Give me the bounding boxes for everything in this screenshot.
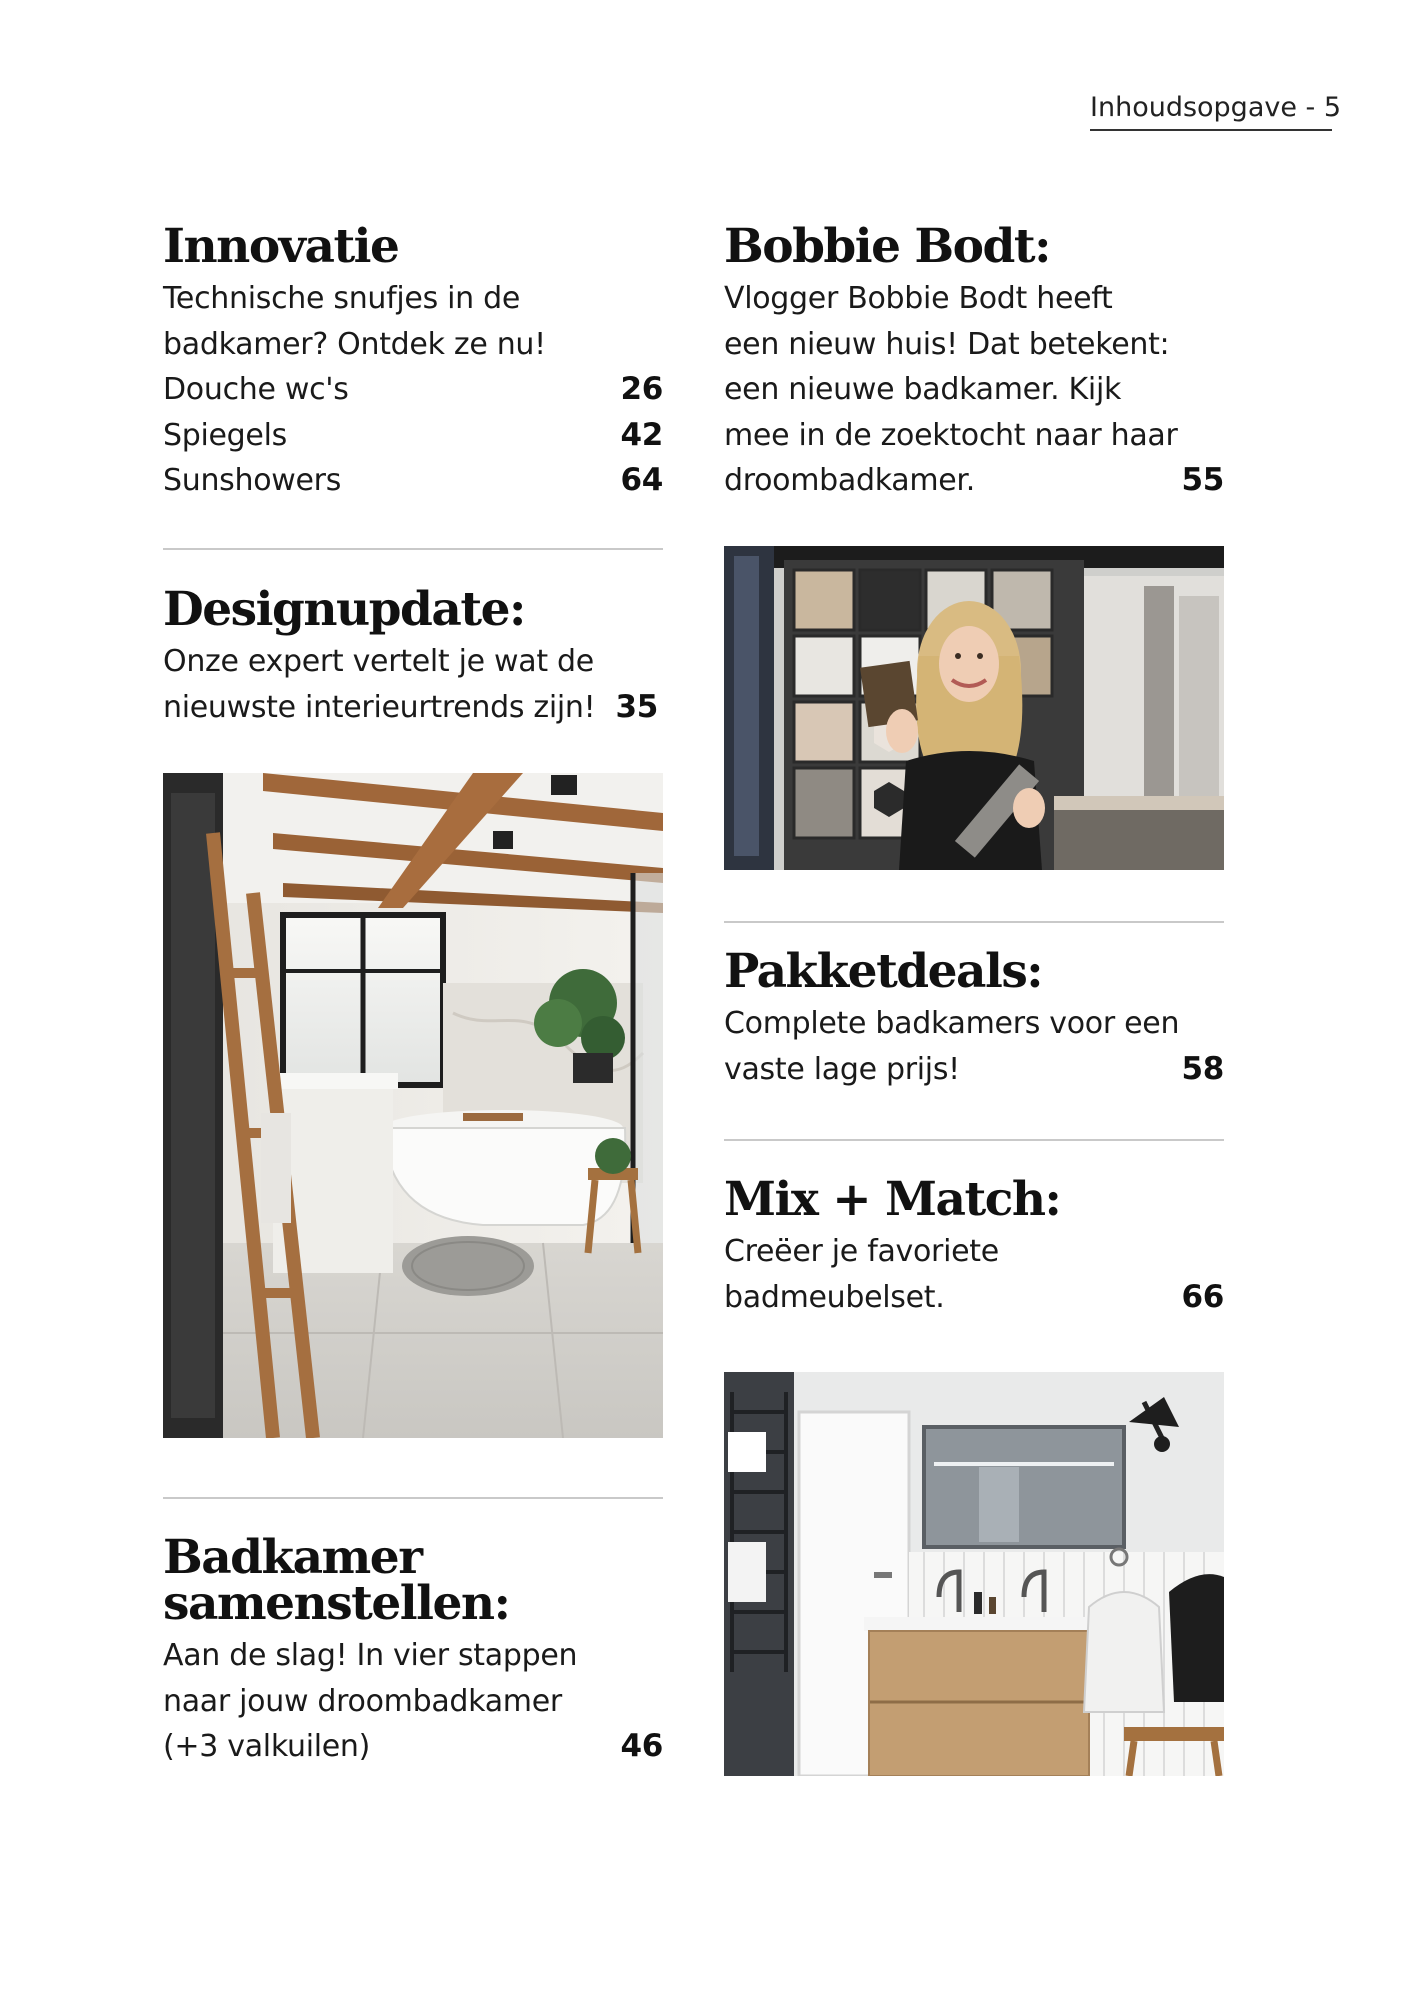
page-number: 42 — [620, 416, 663, 453]
divider — [163, 548, 663, 550]
page-number: 55 — [1181, 462, 1224, 498]
body-line — [163, 685, 663, 731]
section-title: samenstellen: — [163, 1576, 510, 1631]
section-bobbie-bodt[interactable] — [724, 219, 1224, 504]
body-line — [724, 458, 1224, 504]
body-line — [724, 1047, 1224, 1093]
page-number: 35 — [615, 688, 658, 725]
page-number: 66 — [1181, 1278, 1224, 1315]
page-number: 26 — [620, 371, 663, 407]
body-text: (+3 valkuilen) — [163, 1729, 371, 1764]
toc-entry[interactable] — [163, 458, 663, 504]
bathroom-interior-photo — [163, 773, 663, 1438]
page-number: 46 — [620, 1728, 663, 1764]
body-line: Onze expert vertelt je wat de — [163, 644, 594, 679]
section-title: Mix + Match: — [724, 1172, 1061, 1227]
toc-entry-label: Douche wc's — [163, 372, 349, 407]
body-text: nieuwste interieurtrends zijn! — [163, 689, 596, 725]
divider — [724, 921, 1224, 923]
page-header: Inhoudsopgave - 5 — [1090, 92, 1332, 131]
divider — [163, 1497, 663, 1499]
intro-line: Technische snufjes in de — [163, 281, 521, 316]
body-line — [724, 1275, 1224, 1321]
body-text: vaste lage prijs! — [724, 1051, 960, 1087]
section-title: Designupdate: — [163, 582, 525, 637]
body-line: naar jouw droombadkamer — [163, 1683, 562, 1719]
section-pakketdeals[interactable] — [724, 944, 1224, 1092]
body-line: Creëer je favoriete — [724, 1234, 999, 1269]
body-line: Vlogger Bobbie Bodt heeft — [724, 281, 1113, 316]
toc-entry-label: Spiegels — [163, 417, 287, 453]
body-line: een nieuw huis! Dat betekent: — [724, 326, 1170, 362]
body-line: een nieuwe badkamer. Kijk — [724, 372, 1122, 407]
divider — [724, 1139, 1224, 1141]
toc-entry-label: Sunshowers — [163, 463, 342, 498]
section-mix-match[interactable] — [724, 1172, 1224, 1320]
body-line — [163, 1724, 663, 1770]
bathroom-vanity-photo — [724, 1372, 1224, 1776]
page-number: 58 — [1181, 1050, 1224, 1087]
body-line: mee in de zoektocht naar haar — [724, 417, 1178, 453]
toc-entry[interactable] — [163, 367, 663, 413]
body-text: badmeubelset. — [724, 1279, 945, 1315]
intro-line: badkamer? Ontdek ze nu! — [163, 326, 546, 362]
section-innovatie — [163, 219, 663, 504]
section-title: Badkamer — [163, 1530, 422, 1585]
section-designupdate[interactable] — [163, 582, 663, 730]
section-title: Bobbie Bodt: — [724, 219, 1050, 274]
body-line: Aan de slag! In vier stappen — [163, 1638, 578, 1673]
body-line: Complete badkamers voor een — [724, 1006, 1180, 1041]
section-title: Pakketdeals: — [724, 944, 1043, 999]
section-badkamer-samenstellen[interactable] — [163, 1530, 663, 1770]
bobbie-bodt-showroom-photo — [724, 546, 1224, 870]
section-title: Innovatie — [163, 219, 399, 274]
page-number: 64 — [620, 462, 663, 498]
body-text: droombadkamer. — [724, 463, 975, 498]
toc-entry[interactable] — [163, 413, 663, 459]
